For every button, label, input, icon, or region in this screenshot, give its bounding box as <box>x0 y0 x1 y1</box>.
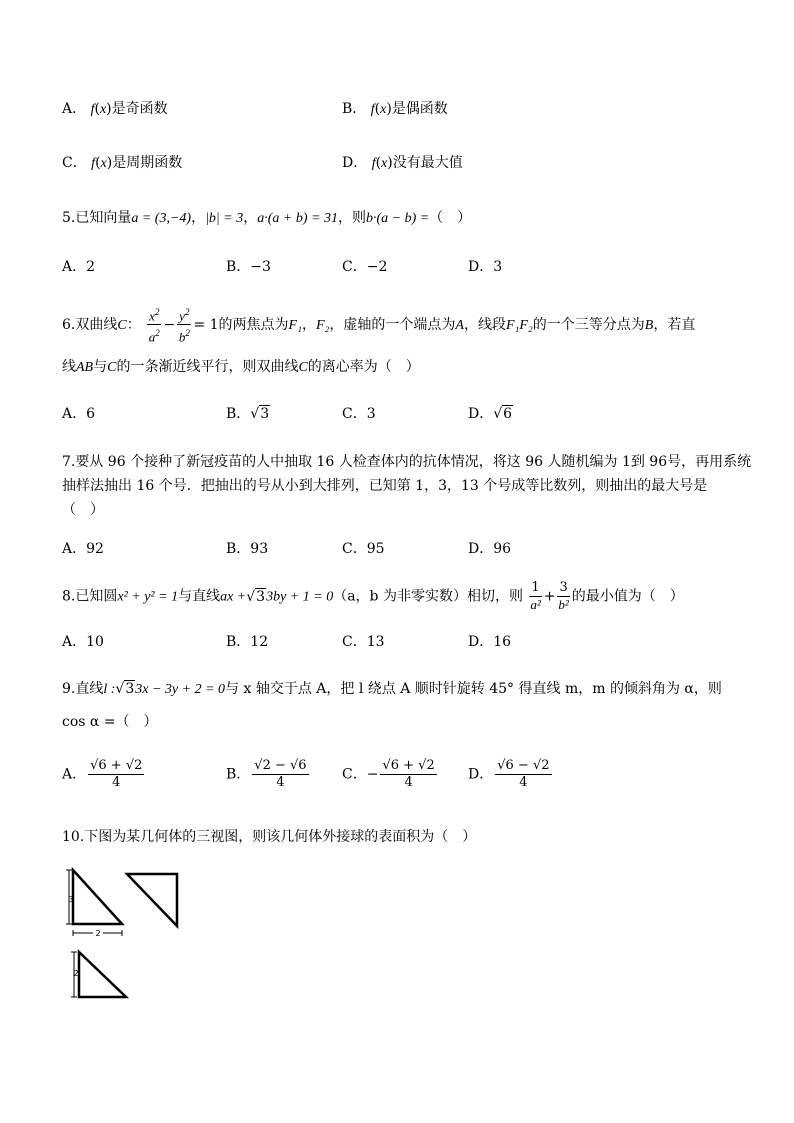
focus-f1: F₁ <box>288 317 302 333</box>
q6-option-d[interactable] <box>468 403 513 423</box>
vector-a-formula: a = (3,−4) <box>131 211 192 226</box>
q4-option-d[interactable]: D． f(x)没有最大值 <box>342 155 463 171</box>
option-label: A． <box>62 406 87 422</box>
answer-blank: （ ） <box>429 210 472 226</box>
q5-stem: 5.已知向量a = (3,−4)，|b| = 3，a·(a + b) = 31，则b·(a − b) =（ ） <box>62 210 472 226</box>
three-view-drawing <box>60 862 200 1004</box>
q4-option-b[interactable]: B． f(x)是偶函数 <box>342 101 448 117</box>
q5-option-c[interactable] <box>342 256 387 276</box>
dot-product-ask: b·(a − b) = <box>365 211 430 226</box>
stem-text: 已知向量 <box>75 210 132 226</box>
option-text: 是周期函数 <box>112 155 183 171</box>
stem-text: 与直线 <box>178 588 221 605</box>
question-number: 5. <box>62 210 76 226</box>
equation-rhs: = 1 <box>193 316 219 333</box>
q6-option-a[interactable] <box>62 403 95 423</box>
stem-text: 已知圆 <box>75 588 118 605</box>
curve-name: C <box>117 317 127 333</box>
option-label: C． <box>342 406 367 422</box>
fraction-3-b2: $\frac{3}{\text{b²}}$ <box>558 580 569 612</box>
q4-option-c[interactable]: C． f(x)是周期函数 <box>62 155 183 171</box>
q7-option-a[interactable] <box>62 538 104 558</box>
function-symbol: f <box>91 156 96 171</box>
line-ab: AB <box>76 360 94 375</box>
option-label: C． <box>342 766 367 783</box>
option-value: 10 <box>86 634 104 650</box>
stem-text: ，若直 <box>653 316 696 333</box>
stem-text: 的最小值为（ ） <box>571 588 684 605</box>
function-symbol: f <box>90 102 95 117</box>
variable: x <box>381 156 388 171</box>
option-value: 95 <box>366 541 385 557</box>
q5-option-a[interactable] <box>62 256 95 276</box>
line-equation-part: 3by + 1 = 0 <box>266 589 334 605</box>
option-value: 3 <box>366 406 376 422</box>
point-b: B <box>644 317 654 333</box>
sqrt-expression: √3 <box>115 681 135 697</box>
option-label: B． <box>342 101 367 117</box>
line-equation-part: ax + <box>220 589 247 605</box>
option-label: C． <box>342 541 367 557</box>
function-symbol: f <box>370 102 375 117</box>
stem-text: 的离心率为（ ） <box>307 359 420 375</box>
option-label: B． <box>226 406 251 422</box>
stem-text: ，虚轴的一个端点为 <box>329 316 456 333</box>
option-fraction: $\frac{√6 + √2}{4}$ <box>90 758 143 790</box>
q4-option-a[interactable]: A． f(x)是奇函数 <box>62 101 168 117</box>
line-equation: 3x − 3y + 2 = 0 <box>135 682 226 697</box>
variable: x <box>99 102 107 117</box>
q8-option-d[interactable] <box>468 631 511 651</box>
option-value: −3 <box>250 259 271 275</box>
option-label: D． <box>468 259 494 275</box>
option-value: 2 <box>86 259 96 275</box>
q10-stem: 10.下图为某几何体的三视图，则该几何体外接球的表面积为（ ） <box>62 829 477 845</box>
option-label: A． <box>62 634 87 650</box>
q5-option-d[interactable] <box>468 256 502 276</box>
option-value: 92 <box>86 541 104 557</box>
line-name: l : <box>103 682 116 697</box>
q9-option-b[interactable] <box>226 758 311 791</box>
question-number: 6. <box>62 316 76 333</box>
circle-equation: x² + y² = 1 <box>117 589 179 605</box>
q6-stem-line2 <box>62 356 420 376</box>
stem-text: 与 <box>93 359 108 375</box>
height-label: 3 <box>68 895 74 904</box>
option-label: A． <box>62 766 87 783</box>
q9-stem-line2: cos α =（ ） <box>62 714 158 730</box>
option-value: 93 <box>250 541 269 557</box>
stem-text: ，则 <box>337 210 366 226</box>
fraction-1-a2: $\frac{1}{\text{a²}}$ <box>530 580 541 612</box>
option-label: A． <box>62 101 87 117</box>
option-value: −2 <box>366 259 388 275</box>
option-text: 没有最大值 <box>392 155 463 171</box>
q9-option-a[interactable] <box>62 758 146 791</box>
dot-product-condition: a·(a + b) = 31 <box>257 211 338 226</box>
variable: x <box>100 156 107 171</box>
stem-text: 的一个三等分点为 <box>532 316 645 333</box>
stem-text: 直线 <box>75 681 104 697</box>
front-view <box>73 870 122 924</box>
segment-f1f2: F₁F₂ <box>505 317 533 333</box>
option-label: B． <box>226 766 251 783</box>
option-label: D． <box>468 766 494 783</box>
q6-option-c[interactable] <box>342 403 376 423</box>
option-label: A． <box>62 541 87 557</box>
top-view <box>79 952 126 997</box>
q7-stem-line1: 7.要从 96 个接种了新冠疫苗的人中抽取 16 人检查体内的抗体情况，将这 96 人随机编为 1到 96号，再用系统 <box>62 454 752 470</box>
stem-text: 线 <box>62 359 76 375</box>
question-number: 9. <box>62 681 76 697</box>
q9-option-c[interactable] <box>342 758 439 791</box>
option-value: 6 <box>86 406 96 422</box>
option-value: 13 <box>366 634 385 650</box>
q9-stem-line1 <box>62 678 722 698</box>
q8-stem: 8.已知圆x² + y² = 1与直线ax +√33by + 1 = 0（a，b 为非零实数）相切，则 $\frac{1}{\text{a²}}$ + $\frac{3}{\text{b²}}$ 的最小值为（ ） <box>62 580 684 612</box>
stem-text: 的一条渐近线平行，则双曲线 <box>116 359 299 375</box>
option-fraction: $\frac{√6 + √2}{4}$ <box>382 758 435 790</box>
stem-text: 的两焦点为 <box>218 316 289 333</box>
option-label: A． <box>62 259 87 275</box>
q5-option-b[interactable] <box>226 256 271 276</box>
q9-option-d[interactable] <box>468 758 554 791</box>
q6-option-b[interactable] <box>226 403 270 423</box>
q7-option-b[interactable] <box>226 538 268 558</box>
option-label: D． <box>342 155 368 171</box>
q8-option-a[interactable] <box>62 631 104 651</box>
option-label: D． <box>468 634 494 650</box>
point-a: A <box>455 317 464 333</box>
sqrt-expression: √3 <box>246 588 266 605</box>
q7-option-c[interactable] <box>342 538 385 558</box>
curve-name: C <box>107 360 117 375</box>
option-label: B． <box>226 541 251 557</box>
function-symbol: f <box>371 156 376 171</box>
option-value: 96 <box>493 541 512 557</box>
option-label: D． <box>468 541 494 557</box>
q7-stem-line3: （ ） <box>62 502 104 518</box>
fraction-x2-a2: $\frac{x^2}{a^2}$ <box>147 304 161 346</box>
sqrt-expression: √3 <box>250 406 270 422</box>
q8-option-c[interactable] <box>342 631 385 651</box>
option-text: 是偶函数 <box>391 101 448 117</box>
option-sign: − <box>366 766 379 783</box>
option-label: C． <box>62 155 87 171</box>
variable: x <box>380 102 387 117</box>
q6-stem-line1: 6.双曲线C： $\frac{x^2}{a^2}$ − $\frac{y^2}{b^2}$ = 1的两焦点为F₁，F₂，虚轴的一个端点为A，线段F₁F₂的一个三等分点为B，若直 <box>62 304 695 346</box>
option-fraction: $\frac{√2 - √6}{4}$ <box>254 758 307 790</box>
option-label: C． <box>342 259 367 275</box>
sqrt-expression: √6 <box>493 406 513 422</box>
option-fraction: $\frac{√6 - √2}{4}$ <box>497 758 550 790</box>
option-value: 3 <box>493 259 503 275</box>
option-label: C． <box>342 634 367 650</box>
fraction-y2-b2: $\frac{y^2}{b^2}$ <box>177 304 191 346</box>
side-dimension-label: 2 <box>73 969 79 978</box>
curve-name: C <box>298 360 308 375</box>
stem-text: 与 x 轴交于点 A，把 l 绕点 A 顺时针旋转 45° 得直线 m，m 的倾斜角为 α，则 <box>225 681 722 697</box>
q7-stem-line2: 抽样法抽出 16 个号．把抽出的号从小到大排列，已知第 1，3，13 个号成等比数列，则抽出的最大号是 <box>62 478 708 494</box>
option-label: D． <box>468 406 494 422</box>
option-value: 16 <box>493 634 512 650</box>
side-view <box>127 874 177 926</box>
q8-option-b[interactable] <box>226 631 268 651</box>
vector-b-norm-formula: |b| = 3 <box>205 211 244 226</box>
stem-text: ，线段 <box>463 316 506 333</box>
focus-f2: F₂ <box>315 317 330 333</box>
option-label: B． <box>226 259 251 275</box>
q7-option-d[interactable] <box>468 538 511 558</box>
option-value: 12 <box>250 634 269 650</box>
width-label: 2 <box>95 929 101 938</box>
option-text: 是奇函数 <box>111 101 168 117</box>
question-number: 8. <box>62 588 76 605</box>
option-label: B． <box>226 634 251 650</box>
stem-text: 双曲线 <box>75 316 118 333</box>
stem-text: （a，b 为非零实数）相切，则 <box>333 588 523 605</box>
